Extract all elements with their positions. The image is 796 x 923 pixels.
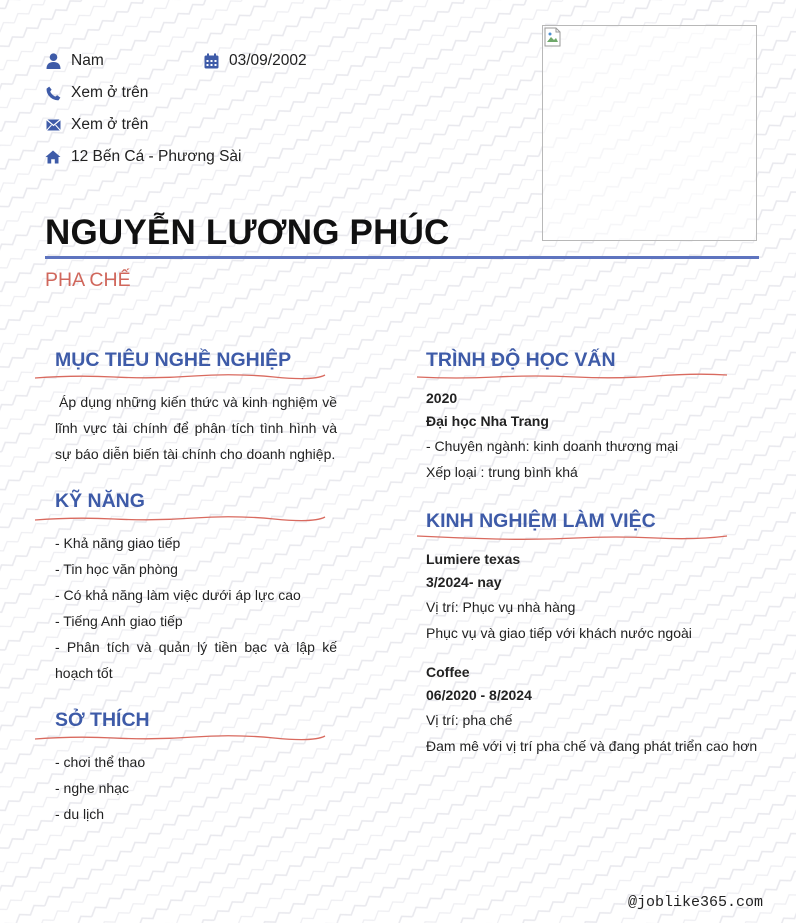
objective-title: MỤC TIÊU NGHỀ NGHIỆP <box>55 349 292 371</box>
candidate-name: NGUYỄN LƯƠNG PHÚC <box>45 213 450 252</box>
phone-value: Xem ở trên <box>71 84 149 101</box>
objective-text: Áp dụng những kiến thức và kinh nghiệm về lĩnh vực tài chính để phân tích tình hình và sự báo diễn biến tài chính cho doanh nghiệp. <box>55 394 337 462</box>
education-school: Đại học Nha Trang <box>426 413 549 429</box>
experience-item <box>426 548 766 646</box>
education-year: 2020 <box>426 390 458 406</box>
list-item: - Phân tích và quản lý tiền bạc và lập kế hoạch tốt <box>55 639 337 681</box>
hobbies-list <box>55 749 337 827</box>
contact-phone <box>45 84 148 102</box>
education-underline <box>416 372 728 382</box>
job-position: Vị trí: Phục vụ nhà hàng <box>426 599 576 615</box>
education-rank: Xếp loại : trung bình khá <box>426 464 578 480</box>
job-company: Coffee <box>426 664 470 680</box>
envelope-icon <box>45 117 61 133</box>
list-item: - Khả năng giao tiếp <box>55 535 181 551</box>
skills-list <box>55 530 337 686</box>
job-company: Lumiere texas <box>426 551 521 567</box>
experience-item <box>426 661 766 759</box>
calendar-icon <box>203 53 219 69</box>
education-title: TRÌNH ĐỘ HỌC VẤN <box>426 349 616 371</box>
list-item: - du lịch <box>55 806 105 822</box>
skills-title: KỸ NĂNG <box>55 490 145 512</box>
home-icon <box>45 149 61 165</box>
gender-value: Nam <box>71 52 104 69</box>
list-item: - Có khả năng làm việc dưới áp lực cao <box>55 587 301 603</box>
job-description: Đam mê với vị trí pha chế và đang phát triển cao hơn <box>426 738 758 754</box>
contact-email <box>45 116 148 134</box>
job-period: 3/2024- nay <box>426 574 502 590</box>
education-block <box>426 387 756 485</box>
job-period: 06/2020 - 8/2024 <box>426 687 532 703</box>
watermark: @joblike365.com <box>628 894 764 911</box>
email-value: Xem ở trên <box>71 116 149 133</box>
address-value: 12 Bến Cá - Phương Sài <box>71 148 242 165</box>
list-item: - chơi thể thao <box>55 754 146 770</box>
birthday-value: 03/09/2002 <box>229 52 307 69</box>
education-major: - Chuyên ngành: kinh doanh thương mại <box>426 438 679 454</box>
broken-image-icon <box>544 27 562 47</box>
name-divider <box>45 256 759 259</box>
hobbies-title: SỞ THÍCH <box>55 709 150 731</box>
phone-icon <box>45 85 61 101</box>
job-position: Vị trí: pha chế <box>426 712 513 728</box>
hobbies-underline <box>34 733 326 743</box>
job-description: Phục vụ và giao tiếp với khách nước ngoài <box>426 625 692 641</box>
user-icon <box>45 53 61 69</box>
contact-birthday <box>203 52 307 70</box>
profile-photo <box>542 25 757 241</box>
list-item: - Tin học văn phòng <box>55 561 178 577</box>
contact-gender <box>45 52 104 70</box>
skills-underline <box>34 514 326 524</box>
list-item: - Tiếng Anh giao tiếp <box>55 613 183 629</box>
contact-address <box>45 148 241 166</box>
list-item: - nghe nhạc <box>55 780 129 796</box>
experience-title: KINH NGHIỆM LÀM VIỆC <box>426 510 656 532</box>
experience-underline <box>416 533 728 543</box>
job-title: PHA CHẾ <box>45 269 131 291</box>
objective-underline <box>34 372 326 382</box>
